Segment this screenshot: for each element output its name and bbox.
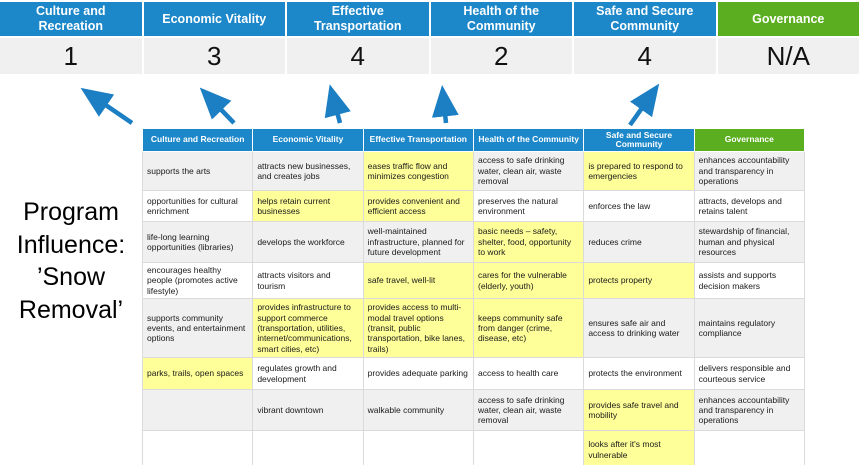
matrix-row	[143, 299, 805, 358]
matrix-cell: attracts visitors and tourism	[253, 263, 363, 299]
arrow-health-icon	[443, 94, 446, 123]
matrix-cell: supports the arts	[143, 152, 253, 191]
scorecard-values-row	[0, 38, 859, 74]
matrix-cell: access to safe drinking water, clean air, waste removal	[473, 152, 583, 191]
score-economic-vitality: 3	[144, 38, 286, 74]
matrix-cell: protects the environment	[584, 358, 694, 390]
matrix-cell: vibrant downtown	[253, 390, 363, 431]
matrix-row	[143, 222, 805, 263]
matrix-cell: assists and supports decision makers	[694, 263, 804, 299]
influence-matrix-table	[142, 128, 805, 465]
matrix-cell: develops the workforce	[253, 222, 363, 263]
matrix-cell: walkable community	[363, 390, 473, 431]
matrix-cell: supports community events, and entertainment options	[143, 299, 253, 358]
matrix-cell: opportunities for cultural enrichment	[143, 191, 253, 222]
scorecard-header-effective-transportation: Effective Transportation	[287, 2, 429, 36]
matrix-cell	[143, 431, 253, 465]
matrix-cell	[473, 431, 583, 465]
arrow-economic-icon	[206, 94, 234, 123]
matrix-header-row	[143, 129, 805, 152]
matrix-cell: access to safe drinking water, clean air, waste removal	[473, 390, 583, 431]
matrix-cell-highlighted: protects property	[584, 263, 694, 299]
matrix-cell: reduces crime	[584, 222, 694, 263]
matrix-cell-highlighted: parks, trails, open spaces	[143, 358, 253, 390]
matrix-cell-highlighted: safe travel, well-lit	[363, 263, 473, 299]
matrix-row	[143, 152, 805, 191]
matrix-cell: access to health care	[473, 358, 583, 390]
matrix-header-effective-transportation: Effective Transportation	[363, 129, 473, 152]
matrix-cell-highlighted: provides convenient and efficient access	[363, 191, 473, 222]
matrix-header-economic-vitality: Economic Vitality	[253, 129, 363, 152]
scorecard-header-culture-recreation: Culture and Recreation	[0, 2, 142, 36]
program-influence-title: Program Influence: ’Snow Removal’	[16, 198, 126, 324]
matrix-cell-highlighted: provides access to multi-modal travel options (transit, public transportation, bike lanes, trails)	[363, 299, 473, 358]
scorecard-header-health-community: Health of the Community	[431, 2, 573, 36]
matrix-cell-highlighted: looks after it's most vulnerable	[584, 431, 694, 465]
scorecard-header-row	[0, 2, 859, 36]
score-effective-transportation: 4	[287, 38, 429, 74]
matrix-cell: encourages healthy people (promotes active lifestyle)	[143, 263, 253, 299]
matrix-cell: attracts, develops and retains talent	[694, 191, 804, 222]
matrix-row	[143, 191, 805, 222]
matrix-header-safe-secure-community: Safe and Secure Community	[584, 129, 694, 152]
matrix-cell: regulates growth and development	[253, 358, 363, 390]
matrix-cell	[143, 390, 253, 431]
matrix-row	[143, 263, 805, 299]
scorecard-header-safe-secure-community: Safe and Secure Community	[574, 2, 716, 36]
matrix-body	[143, 152, 805, 465]
score-culture-recreation: 1	[0, 38, 142, 74]
matrix-row	[143, 390, 805, 431]
matrix-cell: life-long learning opportunities (libraries)	[143, 222, 253, 263]
scorecard-header-economic-vitality: Economic Vitality	[144, 2, 286, 36]
matrix-cell: preserves the natural environment	[473, 191, 583, 222]
matrix-header-health-community: Health of the Community	[473, 129, 583, 152]
matrix-cell-highlighted: helps retain current businesses	[253, 191, 363, 222]
matrix-row	[143, 358, 805, 390]
matrix-cell-highlighted: cares for the vulnerable (elderly, youth)	[473, 263, 583, 299]
matrix-cell: well-maintained infrastructure, planned for future development	[363, 222, 473, 263]
matrix-header-governance: Governance	[694, 129, 804, 152]
matrix-cell	[363, 431, 473, 465]
arrow-safe-icon	[630, 91, 654, 125]
matrix-cell-highlighted: basic needs – safety, shelter, food, opportunity to work	[473, 222, 583, 263]
matrix-cell: delivers responsible and courteous service	[694, 358, 804, 390]
matrix-cell-highlighted: is prepared to respond to emergencies	[584, 152, 694, 191]
score-governance: N/A	[718, 38, 859, 74]
matrix-cell: attracts new businesses, and creates jobs	[253, 152, 363, 191]
arrow-culture-icon	[88, 93, 132, 123]
matrix-row	[143, 431, 805, 465]
matrix-header-culture-recreation: Culture and Recreation	[143, 129, 253, 152]
matrix-cell: enhances accountability and transparency in operations	[694, 390, 804, 431]
matrix-cell: maintains regulatory compliance	[694, 299, 804, 358]
arrow-transportation-icon	[332, 93, 340, 123]
matrix-cell-highlighted: provides infrastructure to support commerce (transportation, utilities, internet/communications, smart cities, etc)	[253, 299, 363, 358]
matrix-cell-highlighted: keeps community safe from danger (crime, disease, etc)	[473, 299, 583, 358]
matrix-cell-highlighted: provides safe travel and mobility	[584, 390, 694, 431]
matrix-cell: enhances accountability and transparency in operations	[694, 152, 804, 191]
matrix-cell: stewardship of financial, human and physical resources	[694, 222, 804, 263]
matrix-cell: enforces the law	[584, 191, 694, 222]
scorecard-header-governance: Governance	[718, 2, 859, 36]
matrix-cell	[694, 431, 804, 465]
score-safe-secure-community: 4	[574, 38, 716, 74]
matrix-cell-highlighted: eases traffic flow and minimizes congestion	[363, 152, 473, 191]
matrix-cell: ensures safe air and access to drinking water	[584, 299, 694, 358]
matrix-cell	[253, 431, 363, 465]
score-health-community: 2	[431, 38, 573, 74]
matrix-cell: provides adequate parking	[363, 358, 473, 390]
